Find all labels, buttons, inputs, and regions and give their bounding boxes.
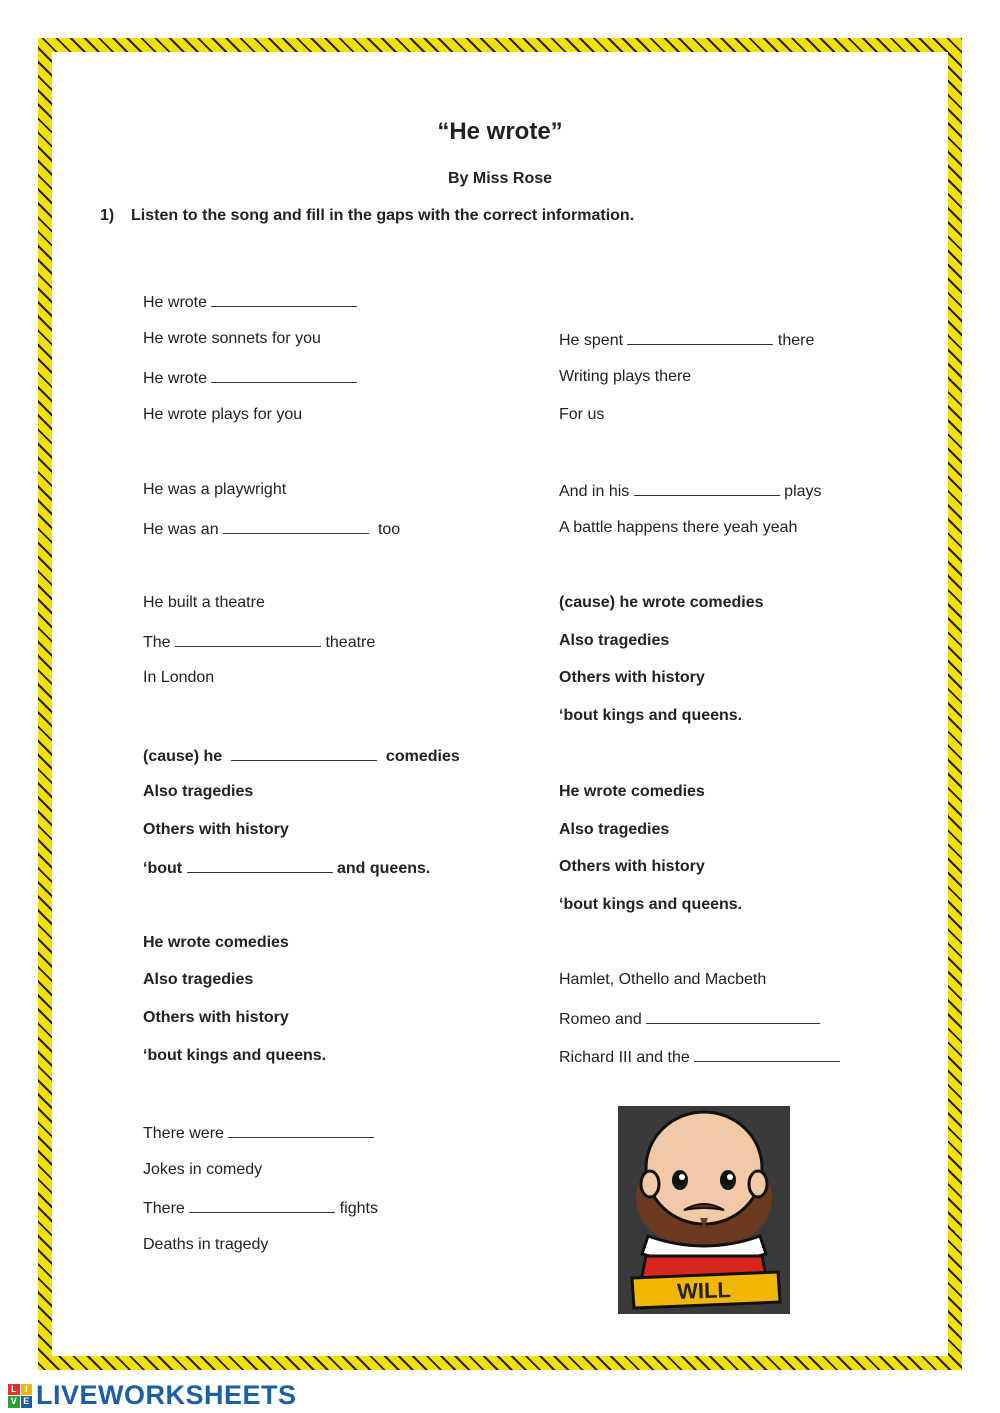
lyric-text: He was a playwright <box>143 481 287 498</box>
lyric-text: He was an <box>143 521 224 538</box>
right-lyric-line <box>559 406 604 424</box>
lyric-text: Others with history <box>143 821 289 838</box>
lyric-text: He wrote comedies <box>143 934 289 951</box>
lyric-text: Deaths in tragedy <box>143 1236 269 1253</box>
lyric-text: Romeo and <box>559 1011 647 1028</box>
lyric-text: The <box>143 634 176 651</box>
lyric-text: ‘bout kings and queens. <box>559 896 743 913</box>
right-lyric-line <box>559 1009 820 1029</box>
left-lyric-line <box>143 519 400 539</box>
lyric-text: Also tragedies <box>143 971 254 988</box>
right-lyric-line <box>559 632 669 650</box>
left-lyric-line <box>143 783 253 801</box>
left-lyric-line <box>143 858 430 878</box>
lyric-text: there <box>773 332 815 349</box>
lyric-text: (cause) he <box>143 748 232 765</box>
lyric-text: Jokes in comedy <box>143 1161 263 1178</box>
left-lyric-line <box>143 1047 326 1065</box>
lyric-text: A battle happens there yeah yeah <box>559 519 798 536</box>
right-lyric-line <box>559 1047 840 1067</box>
answer-gap[interactable] <box>646 1009 820 1024</box>
left-lyric-line <box>143 669 214 687</box>
lyric-text: Writing plays there <box>559 368 692 385</box>
left-lyric-line <box>143 406 302 424</box>
lyric-text: He wrote <box>143 294 212 311</box>
shakespeare-picture <box>618 1106 790 1314</box>
lyric-text: Also tragedies <box>143 783 254 800</box>
lyric-text: Others with history <box>559 858 705 875</box>
lyric-text: ‘bout <box>143 860 187 877</box>
lyric-text: ‘bout kings and queens. <box>143 1047 327 1064</box>
right-lyric-line <box>559 707 742 725</box>
lyric-text: fights <box>335 1200 378 1217</box>
instruction-number: 1) <box>100 207 115 224</box>
right-lyric-line <box>559 519 797 537</box>
lyric-text: There were <box>143 1125 229 1142</box>
lyric-text: He wrote sonnets for you <box>143 330 321 347</box>
lyric-text: He spent <box>559 332 628 349</box>
left-lyric-line <box>143 746 460 766</box>
worksheet-title: “He wrote” <box>437 118 563 145</box>
right-lyric-line <box>559 330 814 350</box>
answer-gap[interactable] <box>223 519 369 534</box>
answer-gap[interactable] <box>694 1047 840 1062</box>
lyric-text: He wrote <box>143 370 212 387</box>
left-lyric-line <box>143 594 265 612</box>
lyric-text: Others with history <box>143 1009 289 1026</box>
left-lyric-line <box>143 632 375 652</box>
left-lyric-line <box>143 330 321 348</box>
answer-gap[interactable] <box>211 368 357 383</box>
lyric-text: Hamlet, Othello and Macbeth <box>559 971 767 988</box>
answer-gap[interactable] <box>189 1198 335 1213</box>
lyric-text: He wrote comedies <box>559 783 705 800</box>
lyric-text: Others with history <box>559 669 705 686</box>
worksheet-author: By Miss Rose <box>447 170 553 187</box>
answer-gap[interactable] <box>228 1123 374 1138</box>
lyric-text: He built a theatre <box>143 594 265 611</box>
right-lyric-line <box>559 896 742 914</box>
answer-gap[interactable] <box>187 858 333 873</box>
footer-logo <box>8 1380 297 1411</box>
left-lyric-line <box>143 821 289 839</box>
left-lyric-line <box>143 1123 374 1143</box>
instruction <box>100 207 634 225</box>
lyric-text: Also tragedies <box>559 821 670 838</box>
lyric-text: There <box>143 1200 190 1217</box>
left-lyric-line <box>143 1198 378 1218</box>
lyric-text: (cause) he wrote comedies <box>559 594 764 611</box>
left-lyric-line <box>143 368 357 388</box>
lyric-text: comedies <box>377 748 460 765</box>
left-lyric-line <box>143 1236 268 1254</box>
left-lyric-line <box>143 1009 289 1027</box>
lyric-text: Also tragedies <box>559 632 670 649</box>
liveworksheets-logo-icon: L I V E <box>8 1384 32 1408</box>
left-lyric-line <box>143 934 289 952</box>
left-lyric-line <box>143 971 253 989</box>
lyric-text: For us <box>559 406 605 423</box>
lyric-text: He wrote plays for you <box>143 406 303 423</box>
lyric-text: too <box>369 521 401 538</box>
right-lyric-line <box>559 481 822 501</box>
lyric-text: In London <box>143 669 215 686</box>
lyric-text: And in his <box>559 483 634 500</box>
answer-gap[interactable] <box>634 481 780 496</box>
left-lyric-line <box>143 1161 262 1179</box>
right-lyric-line <box>559 368 691 386</box>
right-lyric-line <box>559 669 705 687</box>
left-lyric-line <box>143 292 357 312</box>
right-lyric-line <box>559 594 764 612</box>
picture-banner-text: WILL <box>676 1277 732 1304</box>
lyric-text: ‘bout kings and queens. <box>559 707 743 724</box>
right-lyric-line <box>559 783 705 801</box>
answer-gap[interactable] <box>175 632 321 647</box>
lyric-text: Richard III and the <box>559 1049 695 1066</box>
answer-gap[interactable] <box>627 330 773 345</box>
instruction-text: Listen to the song and fill in the gaps with the correct information. <box>131 207 635 224</box>
answer-gap[interactable] <box>231 746 377 761</box>
right-lyric-line <box>559 971 766 989</box>
left-lyric-line <box>143 481 286 499</box>
right-lyric-line <box>559 821 669 839</box>
lyric-text: theatre <box>321 634 376 651</box>
answer-gap[interactable] <box>211 292 357 307</box>
lyric-text: and queens. <box>332 860 431 877</box>
right-lyric-line <box>559 858 705 876</box>
footer-brand: LIVEWORKSHEETS <box>36 1380 297 1410</box>
lyric-text: plays <box>779 483 822 500</box>
